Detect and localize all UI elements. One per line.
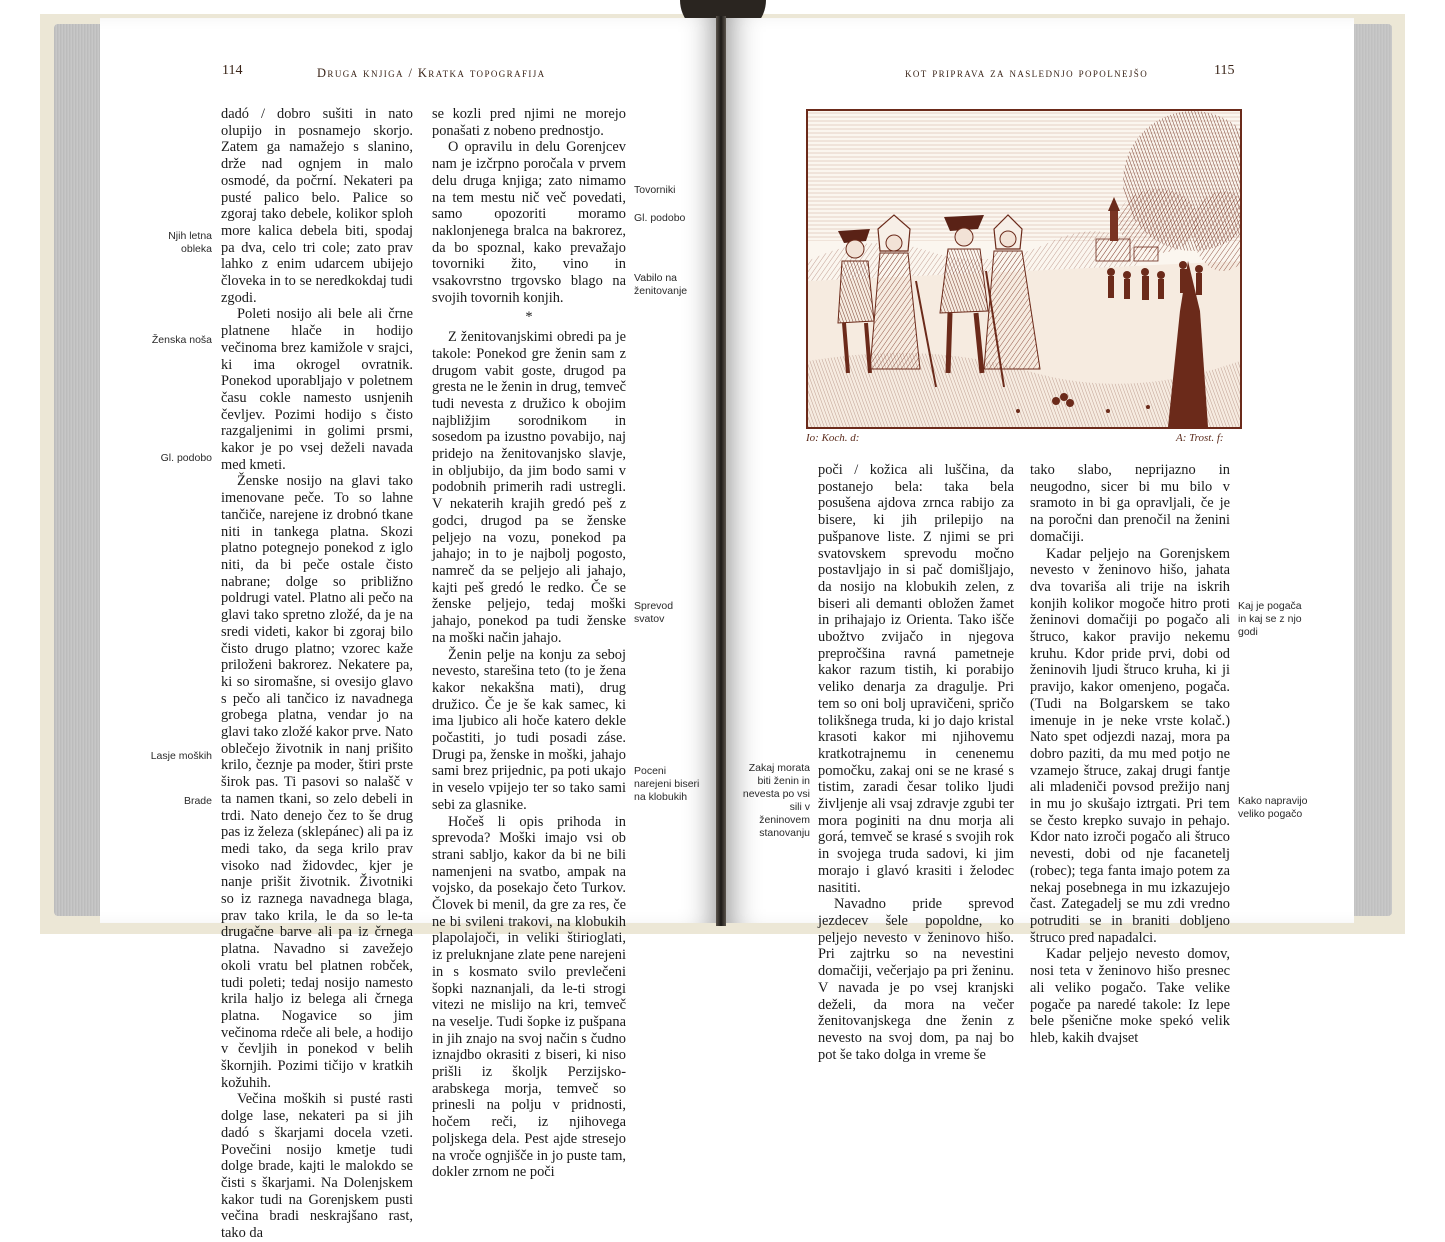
right-column-2 xyxy=(1030,462,1230,1047)
paragraph: se kozli pred njimi ne morejo ponašati z nobeno prednostjo. xyxy=(432,106,626,139)
paragraph: poči / kožica ali luščina, da postanejo bela: taka bela posušena ajdova zrnca rabijo za bisere, ki jih prilepijo na pušpanove liste. Z njimi se pri svatovskem sprevodu močno postavljajo in si pač domišljajo, da nosijo na klobukih zelen, z biseri ali demanti obložen žamet in prihajajo iz Orienta. Tako išče ubožtvo zvijačo in njegova prepročšina ravná pametneje kakor razum tistih, ki porabijo veliko denarja za dragulje. Pri tem so oni bolj upravičeni, spričo tolikšnega truda, ki jo dajo kristal krasoti kakor mi njihovemu kratkotrajnemu in cenenemu pomočku, zakaj oni se ne krasé s tistim, zaradi česar toliko ljudi življenje ali vsaj zdravje zgubi ter mora poginiti na dnu morja ali gorá, temveč se krasé s svojih rok in svojega truda sadovi, ki jim morajo i glavó krasiti i želodec nasititi. xyxy=(818,462,1014,896)
paragraph: Z ženitovanjskimi obredi pa je takole: Ponekod gre ženin sam z drugom vabit goste, drugod pa gresta ne le ženin in drug, temveč tudi nevesta z družico k obojim najbližjim sorodnikom in sosedom pa izustno povabijo, naj pridejo na ženitovanjsko slavje, in obljubijo, da jim bodo sami v podobnih primerih radi ustregli. V nekaterih krajih gredó peš z godci, drugod pa se ženske peljejo na vozu, ponekod pa jahajo; in to je najbolj pogosto, namreč da se peljejo ali jahajo, kajti peš gredó le redko. Če se ženske peljejo, tedaj moški jahajo, ponekod pa tudi ženske na moški način jahajo. xyxy=(432,329,626,646)
right-page-edges xyxy=(1350,24,1392,916)
paragraph: Hočeš li opis prihoda in sprevoda? Moški imajo vsi ob strani sabljo, kakor da bi ne bili namenjeni na svatbo, ampak na vojsko, da posekajo četo Turkov. Človek bi menil, da gre za res, če ne bi svileni trakovi, na klobukih plapolajoči, in veliki štirioglati, iz preluknjane zlate pene narejeni in s kosmato svilo prevlečeni šopki naznanjali, da le-ti strogi vitezi ne mislijo na kri, temveč na veselje. Tudi šopke iz pušpana in jih znajo na svoj način s čudno iznajdbo okrasiti z biseri, ki niso prišli iz školjk Perzijsko-arabskega morja, temveč so prinesli na polju v pridnosti, hočem reči, iz njihovega poljskega dela. Pest ajde stresejo na vroče ognjišče in jo puste tam, dokler zrnom ne poči xyxy=(432,813,626,1181)
margin-note: Zakaj morata biti ženin in nevesta po vsi sili v ženinovem stanovanju xyxy=(742,762,810,839)
engraving-illustration xyxy=(806,109,1242,429)
paragraph: Navadno pride sprevod jezdecev šele popoldne, ko peljejo nevesto v ženinovo hišo. Pri zajtrku so na nevestini domačiji, večerjajo pa pri ženinu. V navada je po vsej kranjski deželi, da mora na večer ženitovanjskega dne ženin z nevesto na svoj dom, pa naj bo pot še tako dolga in vreme še xyxy=(818,896,1014,1063)
margin-note: Ženska noša xyxy=(151,334,212,346)
margin-note: Kako napravijo veliko pogačo xyxy=(1238,795,1308,820)
paragraph: tako slabo, neprijazno in neugodno, sicer bi mu bilo v sramoto in bi ga opravljali, če je na poročni dan prenočil na ženini domačiji. xyxy=(1030,462,1230,545)
paragraph: Ženin pelje na konju za seboj nevesto, starešina teto (to je žena kakor nekakšna mati), drug družico. Če je še kak samec, ki ima ljubico ali hoče katero dekle počastiti, jo tudi posadi záse. Drugi pa, ženske in moški, jahajo sami brez prijednic, pa poti ukajo in veselo vpijejo ter so tako sami sebi za glasnike. xyxy=(432,646,626,813)
right-running-head: kot priprava za naslednjo popolnejšo xyxy=(905,66,1149,80)
margin-note: Gl. podobo xyxy=(160,452,212,464)
wedding-procession-engraving xyxy=(808,111,1240,427)
margin-note: Njih letna obleka xyxy=(168,230,212,255)
engraving-caption-right: A: Trost. f: xyxy=(1176,432,1224,444)
margin-note: Poceni narejeni biseri na klobukih xyxy=(634,765,700,803)
paragraph: O opravilu in delu Gorenjcev nam je izčrpno poročala v prvem delu druga knjiga; zato nimamo na tem mestu nič več povedati, samo opozoriti moramo naklonjenega bralca na bakrorez, da bo spoznal, kako prevažajo tovorniki žito, vino in vsakovrstno trgovsko blago na svojih tovornih konjih. xyxy=(432,139,626,306)
margin-note: Sprevod svatov xyxy=(634,600,674,625)
left-running-head: Druga knjiga / Kratka topografija xyxy=(317,66,546,80)
engraving-caption-left: Io: Koch. d: xyxy=(806,432,860,444)
left-column-2 xyxy=(432,106,626,1181)
left-column-1 xyxy=(221,106,413,1242)
margin-note: Brade xyxy=(183,795,212,807)
margin-note: Gl. podobo xyxy=(634,212,686,224)
paragraph: dadó / dobro sušiti in nato olupijo in posnamejo skorjo. Zatem ga namažejo s slanino, drže nad ognjem in malo osmodé, da počrní. Nekateri pa pusté palico belo. Palice so zgoraj tako debele, kolikor sploh more kalica debela biti, spodaj pa dva, celo tri cole; zato prav lahko z enim udarcem ubijejo človeka in to se neredkokdaj tudi zgodi. xyxy=(221,106,413,306)
left-page-edges xyxy=(54,24,104,916)
margin-note: Kaj je pogača in kaj se z njo godi xyxy=(1238,600,1302,638)
section-separator: * xyxy=(525,309,533,326)
paragraph: Ženske nosijo na glavi tako imenovane peče. To so lahne tančiče, narejene iz drobnó tkane niti in tankega platna. Skozi platno potegnejo ponekod z iglo niti, da bi peče ostale čisto nabrane; dolge so približno poldrugi vatel. Platno ali pečo na glavi tako spretno zložé, da je na sredi videti, kakor bi zgoraj bilo čisto drugo platno; vzorec kaže priloženi bakrorez. Nekatere pa, ki so siromašne, si ovesijo glavo s pečo ali tančico iz navadnega grobega platna, vendar jo na glavi tako zložé kakor prve. Nato oblečejo životnik in nanj prišito krilo, čeznje pa moder, štiri prste širok pas. Ti pasovi so nalašč v ta namen tkani, so zelo debeli in trdi. Nato denejo čez to še drug pas iz železa (sklepánec) ali pa iz medi tako, da sega krilo prav visoko nad židovdec, kjer je nanje prišit životnik. Životniki so iz raznega navadnega blaga, prav tako krila, le da so le-ta drugačne barve ali pa iz črnega platna. Navadno si zavežejo okoli vratu bel platnen robček, tudi poleti; tedaj nosijo namesto krila haljo iz belega ali črnega platna. Nogavice so jim večinoma rdeče ali bele, a hodijo v čevljih in ponekod v belih škornjih. Pozimi tičijo v kratkih kožuhih. xyxy=(221,473,413,1091)
margin-note: Tovorniki xyxy=(634,184,676,196)
margin-note: Vabilo na ženitovanje xyxy=(634,272,688,297)
left-page-number: 114 xyxy=(222,63,243,78)
paragraph: Kadar peljejo na Gorenjskem nevesto v ženinovo hišo, jahata dva tovariša ali trije na iskrih konjih kolikor mogoče hitro proti ženinovi domačiji po pogačo ali štruco, kakor pravijo nekemu kruhu. Kdor pride prvi, dobi od ženinovih ljudi štruco kruha, ki ji pravijo, kakor omenjeno, pogača. (Tudi na Bolgarskem se tako imenuje in je neke vrste kolač.) Nato spet odjezdi nazaj, mora pa dobro paziti, da mu med potjo ne vzamejo štruce, zakaj drugi fantje ali mladeniči povsod prežijo nanj in mu jo skušajo iztrgati. Pri tem se često krepko suvajo in pehajo. Kdor nato izroči pogačo ali štruco nevesti, dobi od nje facanetelj (robec); tega fanta imajo potem za nekaj posebnega in mu izkazujejo čast. Zategadelj se mu zdi vredno potruditi se in braniti dobljeno štruco pred napadalci. xyxy=(1030,545,1230,946)
paragraph: Poleti nosijo ali bele ali črne platnene hlače in hodijo večinoma brez kamižole v srajci, ki ima okrogel ovratnik. Ponekod uporabljajo v poletnem času cokle namesto usnjenih čevljev. Pozimi hodijo s čisto razgaljenimi in golimi prsmi, kakor je po vsej deželi navada med kmeti. xyxy=(221,306,413,473)
paragraph: Kadar peljejo nevesto domov, nosi teta v ženinovo hišo presnec ali veliko pogačo. Take velike pogače pa naredé takole: Iz lepe bele pšenične moke spekó velik hleb, kakih dvajset xyxy=(1030,946,1230,1046)
margin-note: Lasje moških xyxy=(150,750,212,762)
right-column-1 xyxy=(818,462,1014,1063)
paragraph: Večina moških si pusté rasti dolge lase, nekateri pa si jih dadó s škarjami docela vzeti. Povečini nosijo kmetje tudi dolge brade, kajti le malokdo se čisti s škarjami. Na Dolenjskem kakor tudi na Gorenjskem pusti večina bradi neskrajšano rast, tako da xyxy=(221,1091,413,1242)
right-page-number: 115 xyxy=(1214,63,1235,78)
book-gutter xyxy=(716,16,726,926)
